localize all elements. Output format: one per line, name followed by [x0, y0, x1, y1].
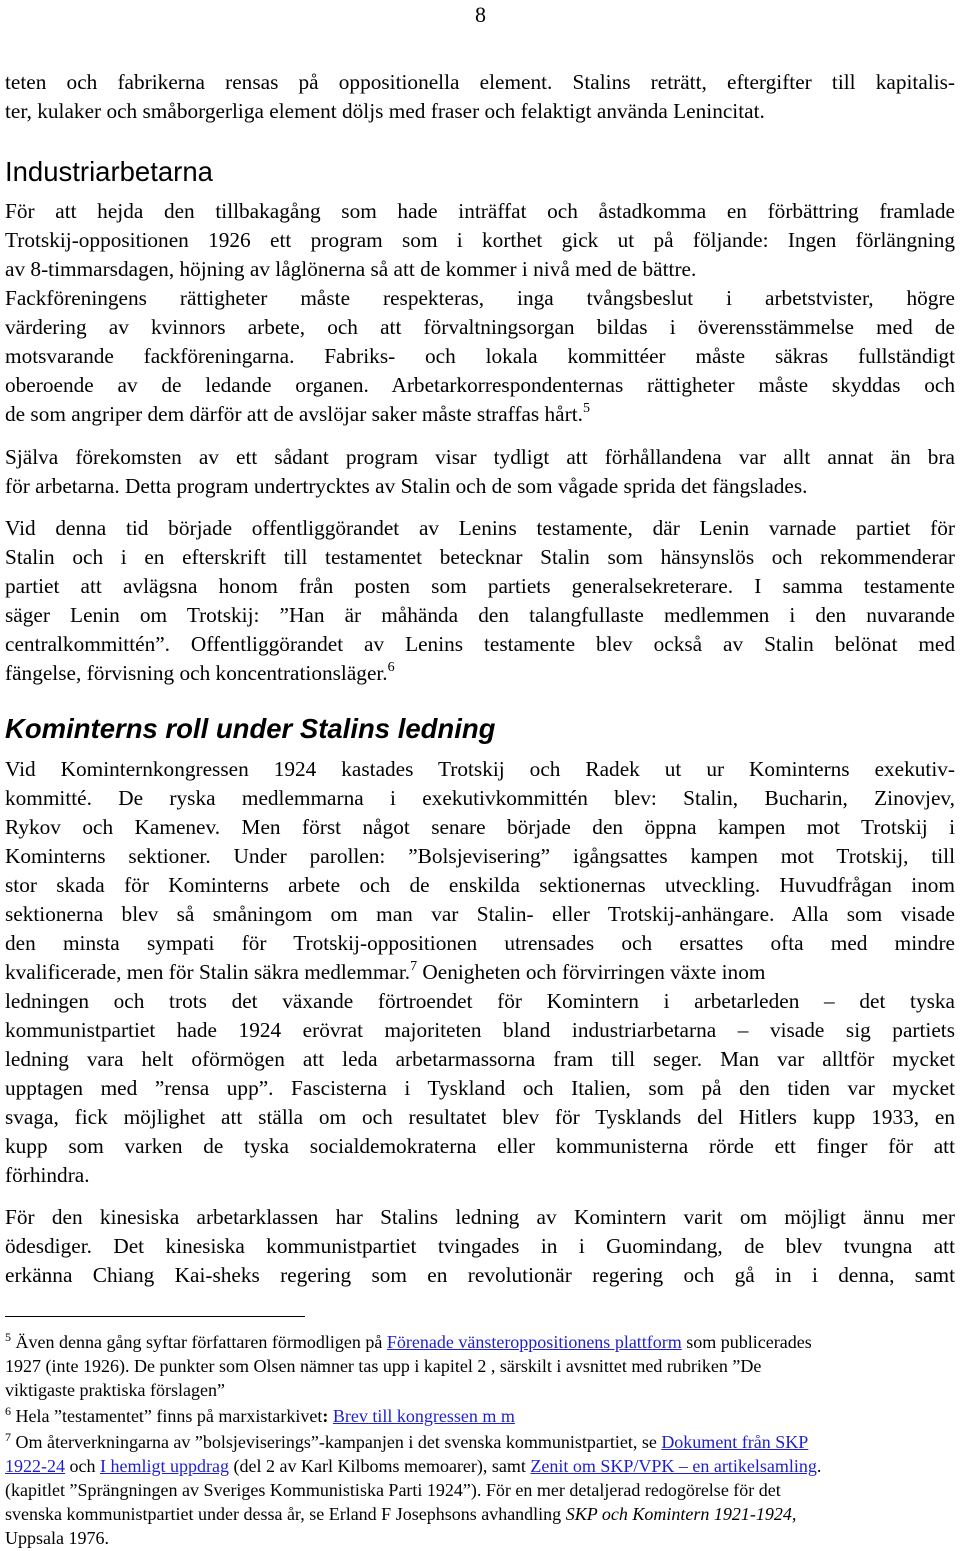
- body-text-line: ter, kulaker och småborgerliga element döljs med fraser och felaktigt använda Lenincitat.: [5, 99, 765, 123]
- body-text-line: motsvarande fackföreningarna. Fabriks- och lokala kommittéer måste säkras fullständigt: [5, 344, 955, 368]
- footnote-link-dokument-years[interactable]: 1922-24: [5, 1456, 65, 1476]
- body-text-line: kommunistpartiet hade 1924 erövrat majoriteten bland industriarbetarna – visade sig partiets: [5, 1018, 955, 1042]
- footnote-text: Hela ”testamentet” finns på marxistarkivet: [11, 1406, 323, 1426]
- body-text-line: kupp som varken de tyska socialdemokraterna eller kommunisterna rörde ett finger för att: [5, 1134, 955, 1158]
- body-text-line: den minsta sympati för Trotskij-oppositionen utrensades och ersattes ofta med mindre: [5, 931, 955, 955]
- section-heading-kominterns-roll: Kominterns roll under Stalins ledning: [5, 713, 496, 744]
- body-text: fängelse, förvisning och koncentrationsläger.: [5, 661, 388, 685]
- body-text-line: [5, 400, 955, 429]
- footnote-6: [5, 1404, 955, 1428]
- body-text-line: oberoende av de ledande organen. Arbetarkorrespondenternas rättigheter måste skyddas och: [5, 373, 955, 397]
- footnote-link-plattform[interactable]: Förenade vänsteroppositionens plattform: [386, 1332, 682, 1352]
- body-text-line: av 8-timmarsdagen, höjning av låglönerna så att de kommer i nivå med de bättre.: [5, 257, 697, 281]
- footnote-text: (del 2 av Karl Kilboms memoarer), samt: [228, 1456, 531, 1476]
- footnote-number: 6: [5, 1404, 11, 1418]
- footnote-link-dokument[interactable]: Dokument från SKP: [661, 1432, 809, 1452]
- footnote-link-brev[interactable]: Brev till kongressen m m: [332, 1406, 515, 1426]
- body-text: kvalificerade, men för Stalin säkra medlemmar.: [5, 960, 411, 984]
- body-text-line: upptagen med ”rensa upp”. Fascisterna i Tyskland och Italien, som på den tiden var mycket: [5, 1076, 955, 1100]
- body-text-line: Vid Kominternkongressen 1924 kastades Trotskij och Radek ut ur Kominterns exekutiv-: [5, 757, 955, 781]
- footnote-book-title: SKP och Komintern 1921-1924,: [565, 1504, 797, 1524]
- footnote-text: Även denna gång syftar författaren förmodligen på: [11, 1332, 387, 1352]
- body-text-line: [5, 659, 955, 688]
- footnote-number: 7: [5, 1430, 11, 1444]
- footnote-7: [5, 1430, 955, 1454]
- footnote-ref[interactable]: 6: [387, 660, 395, 675]
- body-text-line: sektionerna blev så småningom om man var Stalin- eller Trotskij-anhängare. Alla som visade: [5, 902, 955, 926]
- page-number: 8: [475, 2, 486, 27]
- body-text-line: Fackföreningens rättigheter måste respekteras, inga tvångsbeslut i arbetstvister, högre: [5, 286, 955, 310]
- footnote-line: 1927 (inte 1926). De punkter som Olsen nämner tas upp i kapitel 2 , särskilt i avsnittet med rubriken ”De: [5, 1356, 762, 1376]
- body-text-line: ledning vara helt oförmögen att leda arbetarmassorna fram till seger. Man var alltför mycket: [5, 1047, 955, 1071]
- footnote-line: [5, 1454, 955, 1478]
- footnote-text: .: [816, 1456, 822, 1476]
- body-text-line: Trotskij-oppositionen 1926 ett program som i korthet gick ut på följande: Ingen förlängning: [5, 228, 955, 252]
- body-text-line: stor skada för Kominterns arbete och de enskilda sektionernas utveckling. Huvudfrågan inom: [5, 873, 955, 897]
- body-text-line: värdering av kvinnors arbete, och att förvaltningsorgan bildas i överensstämmelse med de: [5, 315, 955, 339]
- footnote-number: 5: [5, 1330, 11, 1344]
- body-text-line: centralkommittén”. Offentliggörandet av Lenins testamente blev också av Stalin belönat med: [5, 632, 955, 656]
- body-text-line: Stalin och i en efterskrift till testamentet betecknar Stalin som hänsynslös och rekommenderar: [5, 545, 955, 569]
- footnote-link-zenit[interactable]: Zenit om SKP/VPK – en artikelsamling: [530, 1456, 817, 1476]
- section-heading-industriarbetarna: Industriarbetarna: [5, 156, 213, 187]
- footnote-line: viktigaste praktiska förslagen”: [5, 1380, 225, 1400]
- body-text-line: Vid denna tid började offentliggörandet av Lenins testamente, där Lenin varnade partiet för: [5, 516, 955, 540]
- body-text-line: ledningen och trots det växande förtroendet för Komintern i arbetarleden – det tyska: [5, 989, 955, 1013]
- footnote-ref[interactable]: 7: [410, 959, 418, 974]
- body-text-line: För att hejda den tillbakagång som hade inträffat och åstadkomma en förbättring framlade: [5, 199, 955, 223]
- body-text-line: partiet att avlägsna honom från posten som partiets generalsekreterare. I samma testamente: [5, 574, 955, 598]
- footnote-link-hemligt-uppdrag[interactable]: I hemligt uppdrag: [100, 1456, 229, 1476]
- footnote-text: Om återverkningarna av ”bolsjeviserings”-kampanjen i det svenska kommunistpartiet, se: [11, 1432, 662, 1452]
- body-text-line: För den kinesiska arbetarklassen har Stalins ledning av Komintern varit om möjligt ännu mer: [5, 1205, 955, 1229]
- body-text-line: Rykov och Kamenev. Men först något senare började den öppna kampen mot Trotskij i: [5, 815, 955, 839]
- footnote-line: [5, 1502, 955, 1526]
- footnote-text: svenska kommunistpartiet under dessa år, se Erland F Josephsons avhandling: [5, 1504, 566, 1524]
- body-text-line: förhindra.: [5, 1163, 90, 1187]
- body-text-line: [5, 958, 955, 987]
- body-text: de som angriper dem därför att de avslöjar saker måste straffas hårt.: [5, 402, 583, 426]
- body-text-line: erkänna Chiang Kai-sheks regering som en revolutionär regering och gå in i denna, samt: [5, 1263, 955, 1287]
- footnote-text: och: [65, 1456, 100, 1476]
- footnote-5: [5, 1330, 955, 1354]
- footnote-text: som publicerades: [681, 1332, 812, 1352]
- body-text-line: ödesdiger. Det kinesiska kommunistpartiet tvingades in i Guomindang, de blev tvungna att: [5, 1234, 955, 1258]
- body-text-line: Själva förekomsten av ett sådant program visar tydligt att förhållandena var allt annat än bra: [5, 445, 955, 469]
- body-text-line: kommitté. De ryska medlemmarna i exekutivkommittén blev: Stalin, Bucharin, Zinovjev,: [5, 786, 955, 810]
- body-text-line: svaga, fick möjlighet att ställa om och resultatet blev för Tysklands del Hitlers kupp 1933, en: [5, 1105, 955, 1129]
- footnote-line: (kapitlet ”Sprängningen av Sveriges Kommunistiska Parti 1924”). För en mer detaljerad redogörelse för det: [5, 1480, 781, 1500]
- body-text-line: teten och fabrikerna rensas på oppositionella element. Stalins reträtt, eftergifter till kapitalis-: [5, 70, 955, 94]
- footnote-line: Uppsala 1976.: [5, 1528, 109, 1548]
- footnote-colon: :: [322, 1406, 329, 1426]
- body-text-line: för arbetarna. Detta program undertrycktes av Stalin och de som vågade sprida det fängslades.: [5, 474, 808, 498]
- footnote-separator: [5, 1316, 305, 1317]
- footnote-ref[interactable]: 5: [582, 401, 590, 416]
- body-text: Oenigheten och förvirringen växte inom: [417, 960, 766, 984]
- body-text-line: säger Lenin om Trotskij: ”Han är måhända den talangfullaste medlemmen i den nuvarande: [5, 603, 955, 627]
- body-text-line: Kominterns sektioner. Under parollen: ”Bolsjevisering” igångsattes kampen mot Trotskij, till: [5, 844, 955, 868]
